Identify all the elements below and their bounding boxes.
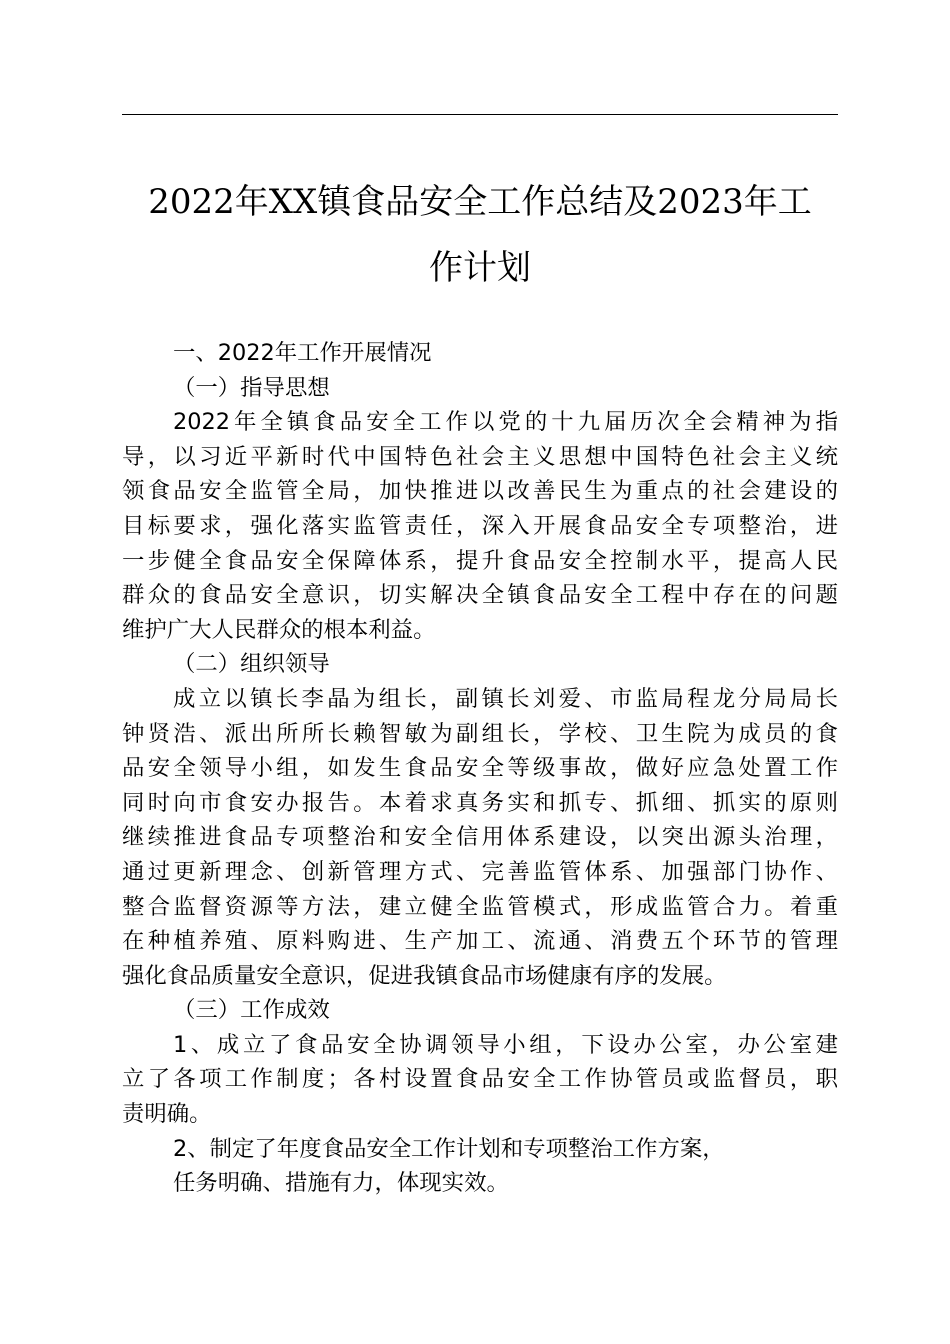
paragraph-line: 整合监督资源等方法，建立健全监管模式，形成监管合力。着重 [122, 893, 838, 920]
document-body [122, 336, 838, 1201]
paragraph-line: 强化食品质量安全意识，促进我镇食品市场健康有序的发展。 [122, 962, 727, 989]
paragraph-line: 成立以镇长李晶为组长，副镇长刘爱、市监局程龙分局局长 [173, 685, 838, 712]
paragraph-line: 立了各项工作制度；各村设置食品安全工作协管员或监督员，职 [122, 1066, 838, 1093]
paragraph-line: 同时向市食安办报告。本着求真务实和抓专、抓细、抓实的原则 [122, 789, 838, 816]
paragraph-line: 领食品安全监管全局，加快推进以改善民生为重点的社会建设的 [122, 478, 838, 505]
subsection-heading-guiding-thought: （一）指导思想 [173, 374, 330, 401]
paragraph-guiding-thought [122, 405, 838, 647]
paragraph-line: 责明确。 [122, 1101, 212, 1128]
paragraph-line: 继续推进食品专项整治和安全信用体系建设，以突出源头治理， [122, 824, 838, 851]
section-heading: 一、2022年工作开展情况 [173, 340, 432, 366]
paragraph-line: 维护广大人民群众的根本利益。 [122, 616, 436, 643]
paragraph-line: 任务明确、措施有力，体现实效。 [173, 1170, 509, 1197]
paragraph-line: 一步健全食品安全保障体系，提升食品安全控制水平，提高人民 [122, 547, 838, 574]
subsection-heading-results: （三）工作成效 [173, 997, 330, 1024]
paragraph-line: 通过更新理念、创新管理方式、完善监管体系、加强部门协作、 [122, 858, 838, 885]
list-item-2 [122, 1132, 838, 1201]
paragraph-line: 1、成立了食品安全协调领导小组，下设办公室，办公室建 [173, 1031, 838, 1058]
paragraph-line: 钟贤浩、派出所所长赖智敏为副组长，学校、卫生院为成员的食 [122, 720, 838, 747]
paragraph-line: 目标要求，强化落实监管责任，深入开展食品安全专项整治，进 [122, 512, 838, 539]
paragraph-line: 群众的食品安全意识，切实解决全镇食品安全工程中存在的问题 [122, 582, 838, 609]
paragraph-line: 品安全领导小组，如发生食品安全等级事故，做好应急处置工作 [122, 755, 838, 782]
paragraph-line: 导，以习近平新时代中国特色社会主义思想中国特色社会主义统 [122, 443, 838, 470]
paragraph-line: 在种植养殖、原料购进、生产加工、流通、消费五个环节的管理 [122, 928, 838, 955]
paragraph-leadership [122, 682, 838, 993]
subsection-heading-leadership: （二）组织领导 [173, 651, 330, 678]
paragraph-line: 2、制定了年度食品安全工作计划和专项整治工作方案， [173, 1135, 725, 1162]
document-title-line-1: 2022年XX镇食品安全工作总结及2023年工 [148, 182, 812, 222]
paragraph-line: 2022年全镇食品安全工作以党的十九届历次全会精神为指 [173, 409, 838, 436]
header-rule [122, 114, 838, 115]
list-item-1 [122, 1028, 838, 1132]
document-title-line-2: 作计划 [429, 248, 531, 288]
